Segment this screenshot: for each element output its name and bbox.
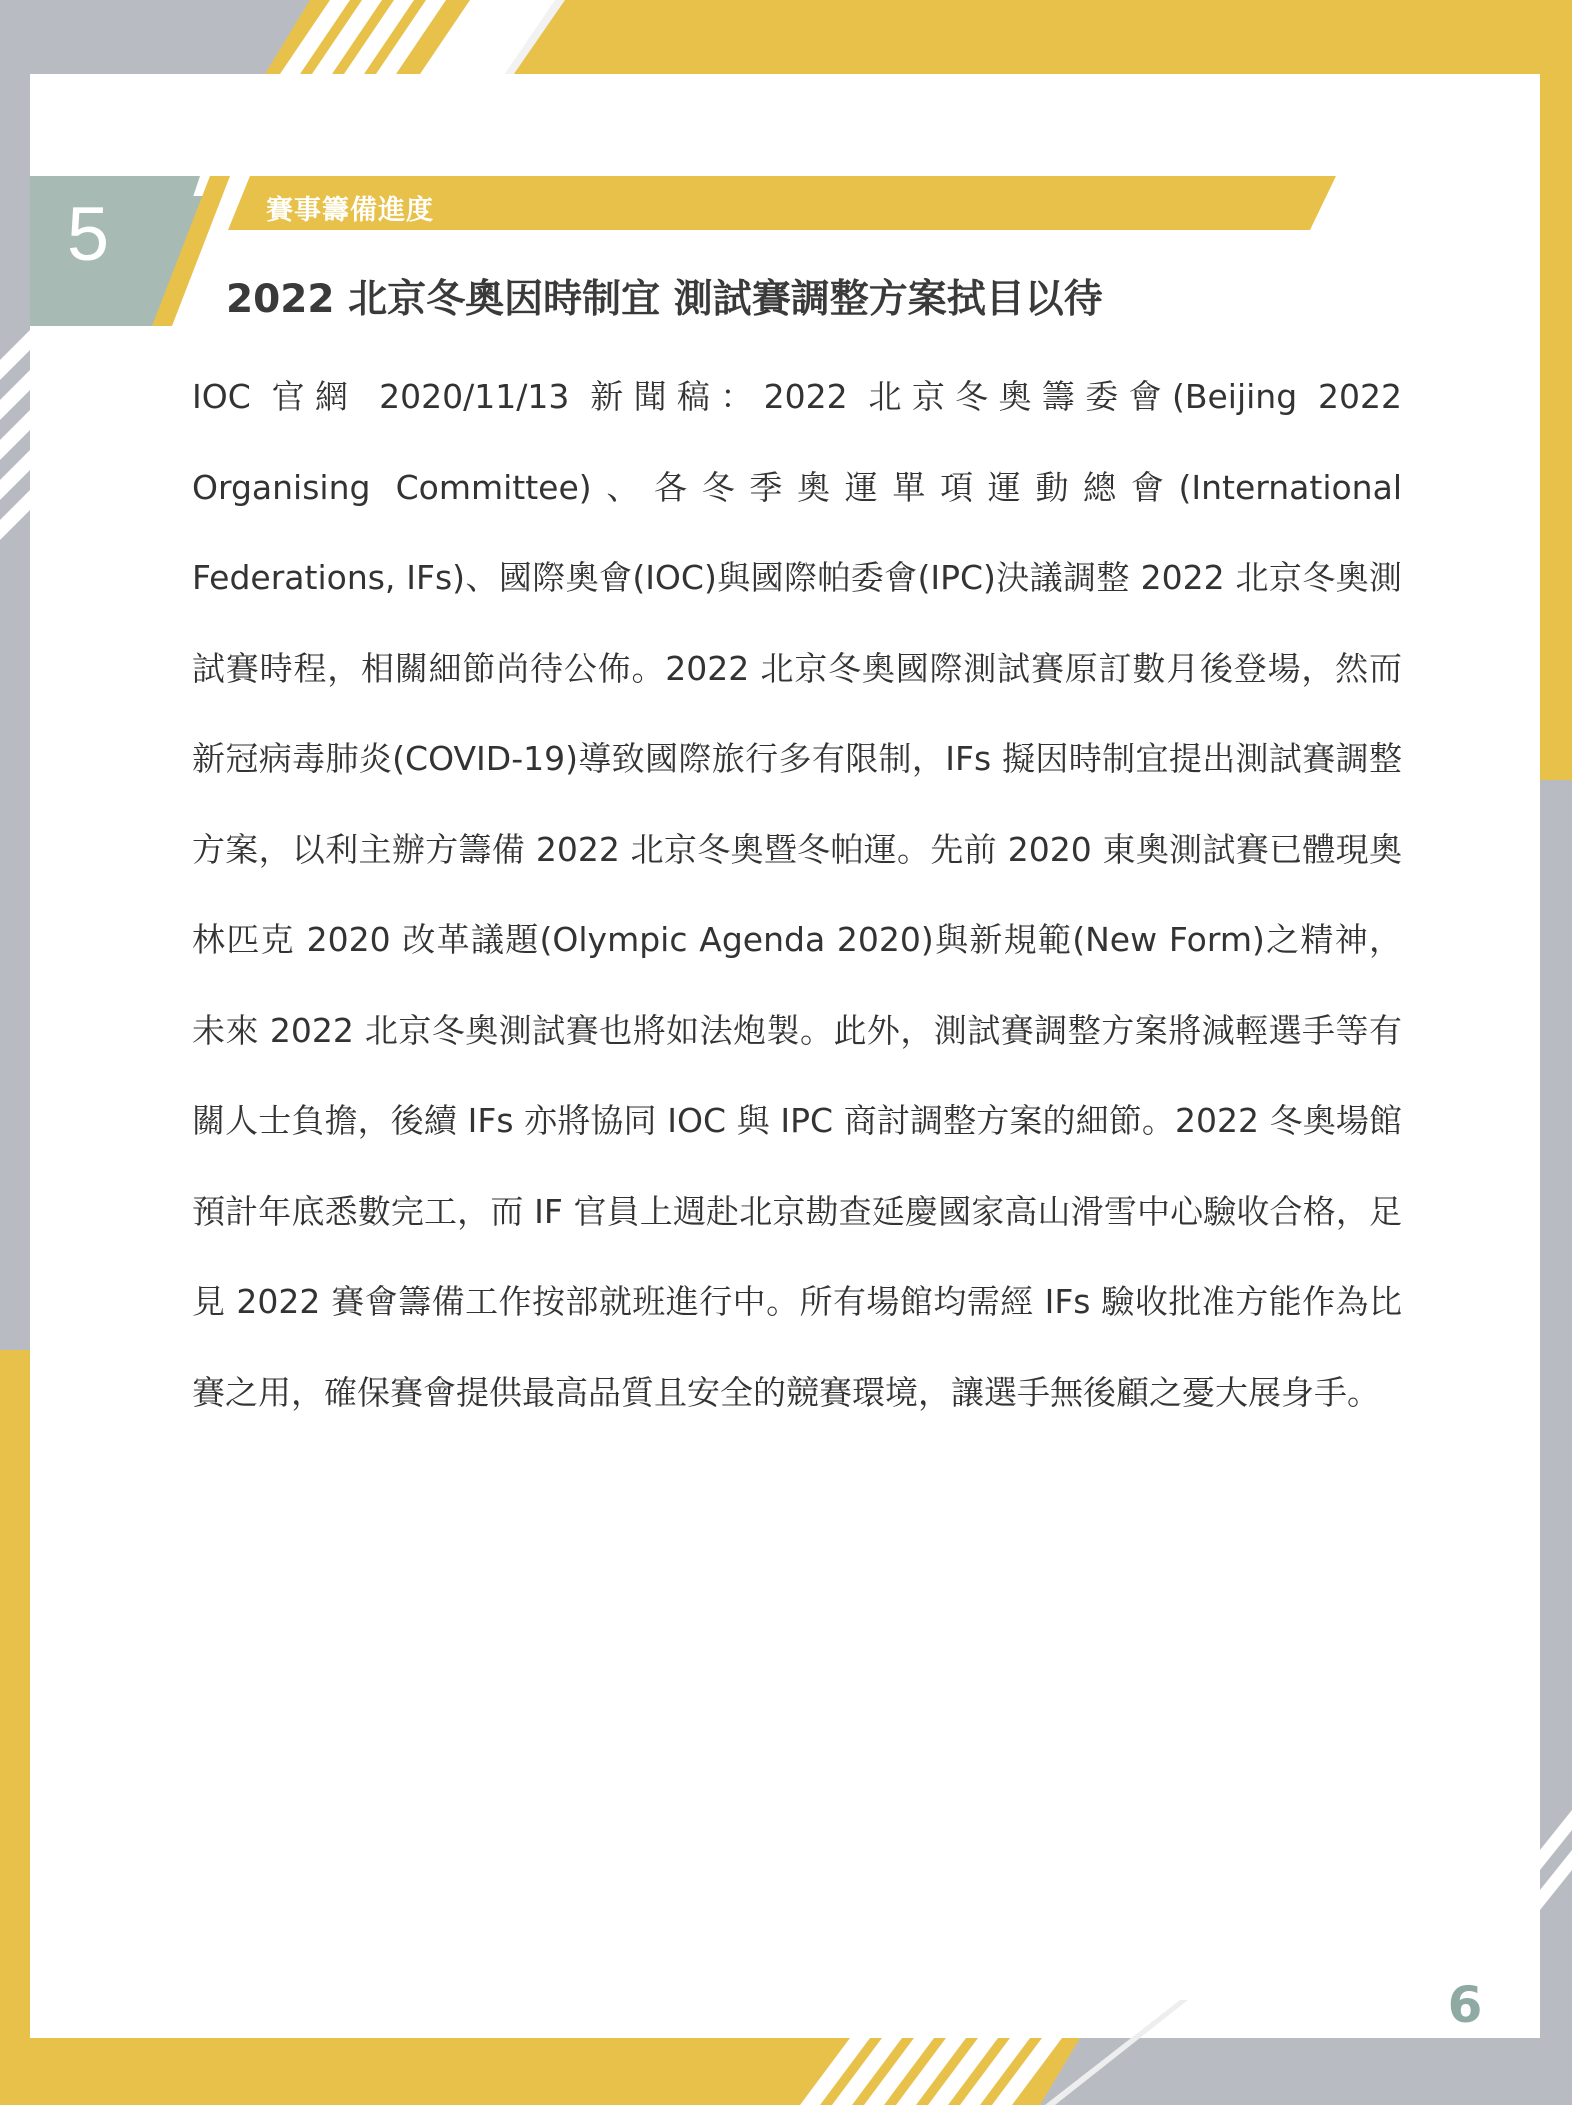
section-label: 賽事籌備進度 (266, 195, 434, 226)
stripes-right (1540, 1810, 1572, 1910)
body-paragraph: IOC 官網 2020/11/13 新聞稿：2022 北京冬奧籌委會(Beijing 2022 Organising Committee)、各冬季奧運單項運動總會(International Federations, IFs)、國際奧會(IOC)與國際帕委會(IPC)決議調整 2022 北京冬奧測試賽時程，相關細節尚待公佈。2022 北京冬奧國際測試賽原訂數月後登場，然而新冠病毒肺炎(COVID-19)導致國際旅行多有限制，IFs 擬因時制宜提出測試賽調整方案，以利主辦方籌備 2022 北京冬奧暨冬帕運。先前 2020 東奧測試賽已體現奧林匹克 2020 改革議題(Olympic Agenda 2020)與新規範(New Form)之精神，未來 2022 北京冬奧測試賽也將如法炮製。此外，測試賽調整方案將減輕選手等有關人士負擔，後續 IFs 亦將協同 IOC 與 IPC 商討調整方案的細節。2022 冬奧場館預計年底悉數完工，而 IF 官員上週赴北京勘查延慶國家高山滑雪中心驗收合格，足見 2022 賽會籌備工作按部就班進行中。所有場館均需經 IFs 驗收批准方能作為比賽之用，確保賽會提供最高品質且安全的競賽環境，讓選手無後顧之憂大展身手。 (192, 377, 1402, 1412)
header-graphic (0, 0, 1572, 400)
article-body (192, 352, 1402, 1438)
page-number: 6 (1447, 1976, 1483, 2034)
article-title: 2022 北京冬奧因時制宜 測試賽調整方案拭目以待 (226, 277, 1103, 323)
section-number: 5 (66, 192, 110, 277)
